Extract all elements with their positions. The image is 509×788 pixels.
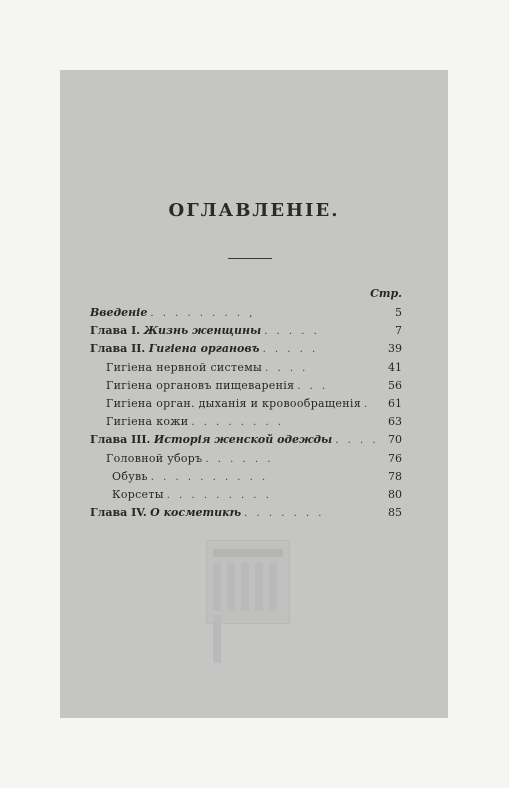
dot-leader: . xyxy=(363,398,371,410)
entry-page: 61 xyxy=(388,396,402,410)
chapter-number: Глава IV. xyxy=(90,506,147,520)
entry-page: 41 xyxy=(388,360,402,374)
dot-leader: . . . xyxy=(297,380,329,392)
entry-page: 56 xyxy=(388,378,402,392)
toc-entry-chapter-4 xyxy=(90,504,402,522)
toc-entry-respiration xyxy=(90,395,402,413)
toc-entry-skin xyxy=(90,413,402,431)
bleed-through-emblem xyxy=(206,540,290,624)
entry-title: Введеніе xyxy=(90,306,148,319)
entry-page: 5 xyxy=(395,306,402,319)
entry-title: Исторія женской одежды xyxy=(153,433,333,447)
dot-leader: . . . . . xyxy=(262,344,319,356)
entry-page: 70 xyxy=(388,433,402,447)
entry-title: Жизнь женщины xyxy=(143,324,262,338)
entry-page: 39 xyxy=(388,342,402,356)
chapter-number: Глава I. xyxy=(90,324,141,338)
toc-entry-headwear xyxy=(90,450,402,468)
toc-entry-nervous-system xyxy=(90,359,402,377)
bleed-through-text xyxy=(0,745,509,756)
dot-leader: . . . . . . . . , xyxy=(150,308,256,319)
bleed-through-text xyxy=(0,52,509,65)
entry-title: Головной уборъ xyxy=(106,451,203,465)
chapter-number: Глава II. xyxy=(90,342,146,356)
scanned-page xyxy=(60,70,448,718)
entry-page: 76 xyxy=(388,451,402,465)
dot-leader: . . . . . . xyxy=(205,453,274,465)
entry-title: Гигіена нервной системы xyxy=(106,360,263,374)
entry-title: Гигіена кожи xyxy=(106,415,189,429)
dot-leader: . . . . . . . . . xyxy=(166,489,272,501)
entry-page: 85 xyxy=(388,506,402,520)
entry-page: 78 xyxy=(388,469,402,483)
toc-entry-introduction xyxy=(90,304,402,322)
toc-entry-chapter-3 xyxy=(90,431,402,449)
entry-title: Обувь xyxy=(112,469,148,483)
table-of-contents xyxy=(90,286,402,522)
entry-title: Корсеты xyxy=(112,487,164,501)
chapter-number: Глава III. xyxy=(90,433,151,447)
entry-page: 7 xyxy=(395,324,402,338)
dot-leader: . . . . xyxy=(265,362,309,374)
toc-entry-chapter-2 xyxy=(90,340,402,358)
toc-entry-footwear xyxy=(90,468,402,486)
page-column-label: Стр. xyxy=(370,287,402,300)
entry-title: Гигіена органовъ пищеваренія xyxy=(106,378,295,392)
entry-title: Гигіена органовъ xyxy=(148,342,260,356)
dot-leader: . . . . . xyxy=(264,326,320,338)
toc-entry-corsets xyxy=(90,486,402,504)
bleed-through-text xyxy=(0,36,509,49)
entry-page: 80 xyxy=(388,487,402,501)
heading-rule xyxy=(228,258,272,259)
dot-leader: . . . . . . . . xyxy=(191,417,285,429)
entry-title: О косметикѣ xyxy=(150,506,242,520)
dot-leader: . . . . . . . . . . xyxy=(150,471,269,483)
entry-page: 63 xyxy=(388,415,402,429)
toc-entry-digestive xyxy=(90,377,402,395)
entry-title: Гигіена орган. дыханія и кровообращенія xyxy=(106,396,361,410)
toc-heading: ОГЛАВЛЕНІЕ. xyxy=(168,200,340,221)
toc-entry-chapter-1 xyxy=(90,322,402,340)
dot-leader: . . . . . . . xyxy=(244,508,325,520)
dot-leader: . . . . xyxy=(335,435,379,447)
bleed-through-text xyxy=(0,730,509,741)
